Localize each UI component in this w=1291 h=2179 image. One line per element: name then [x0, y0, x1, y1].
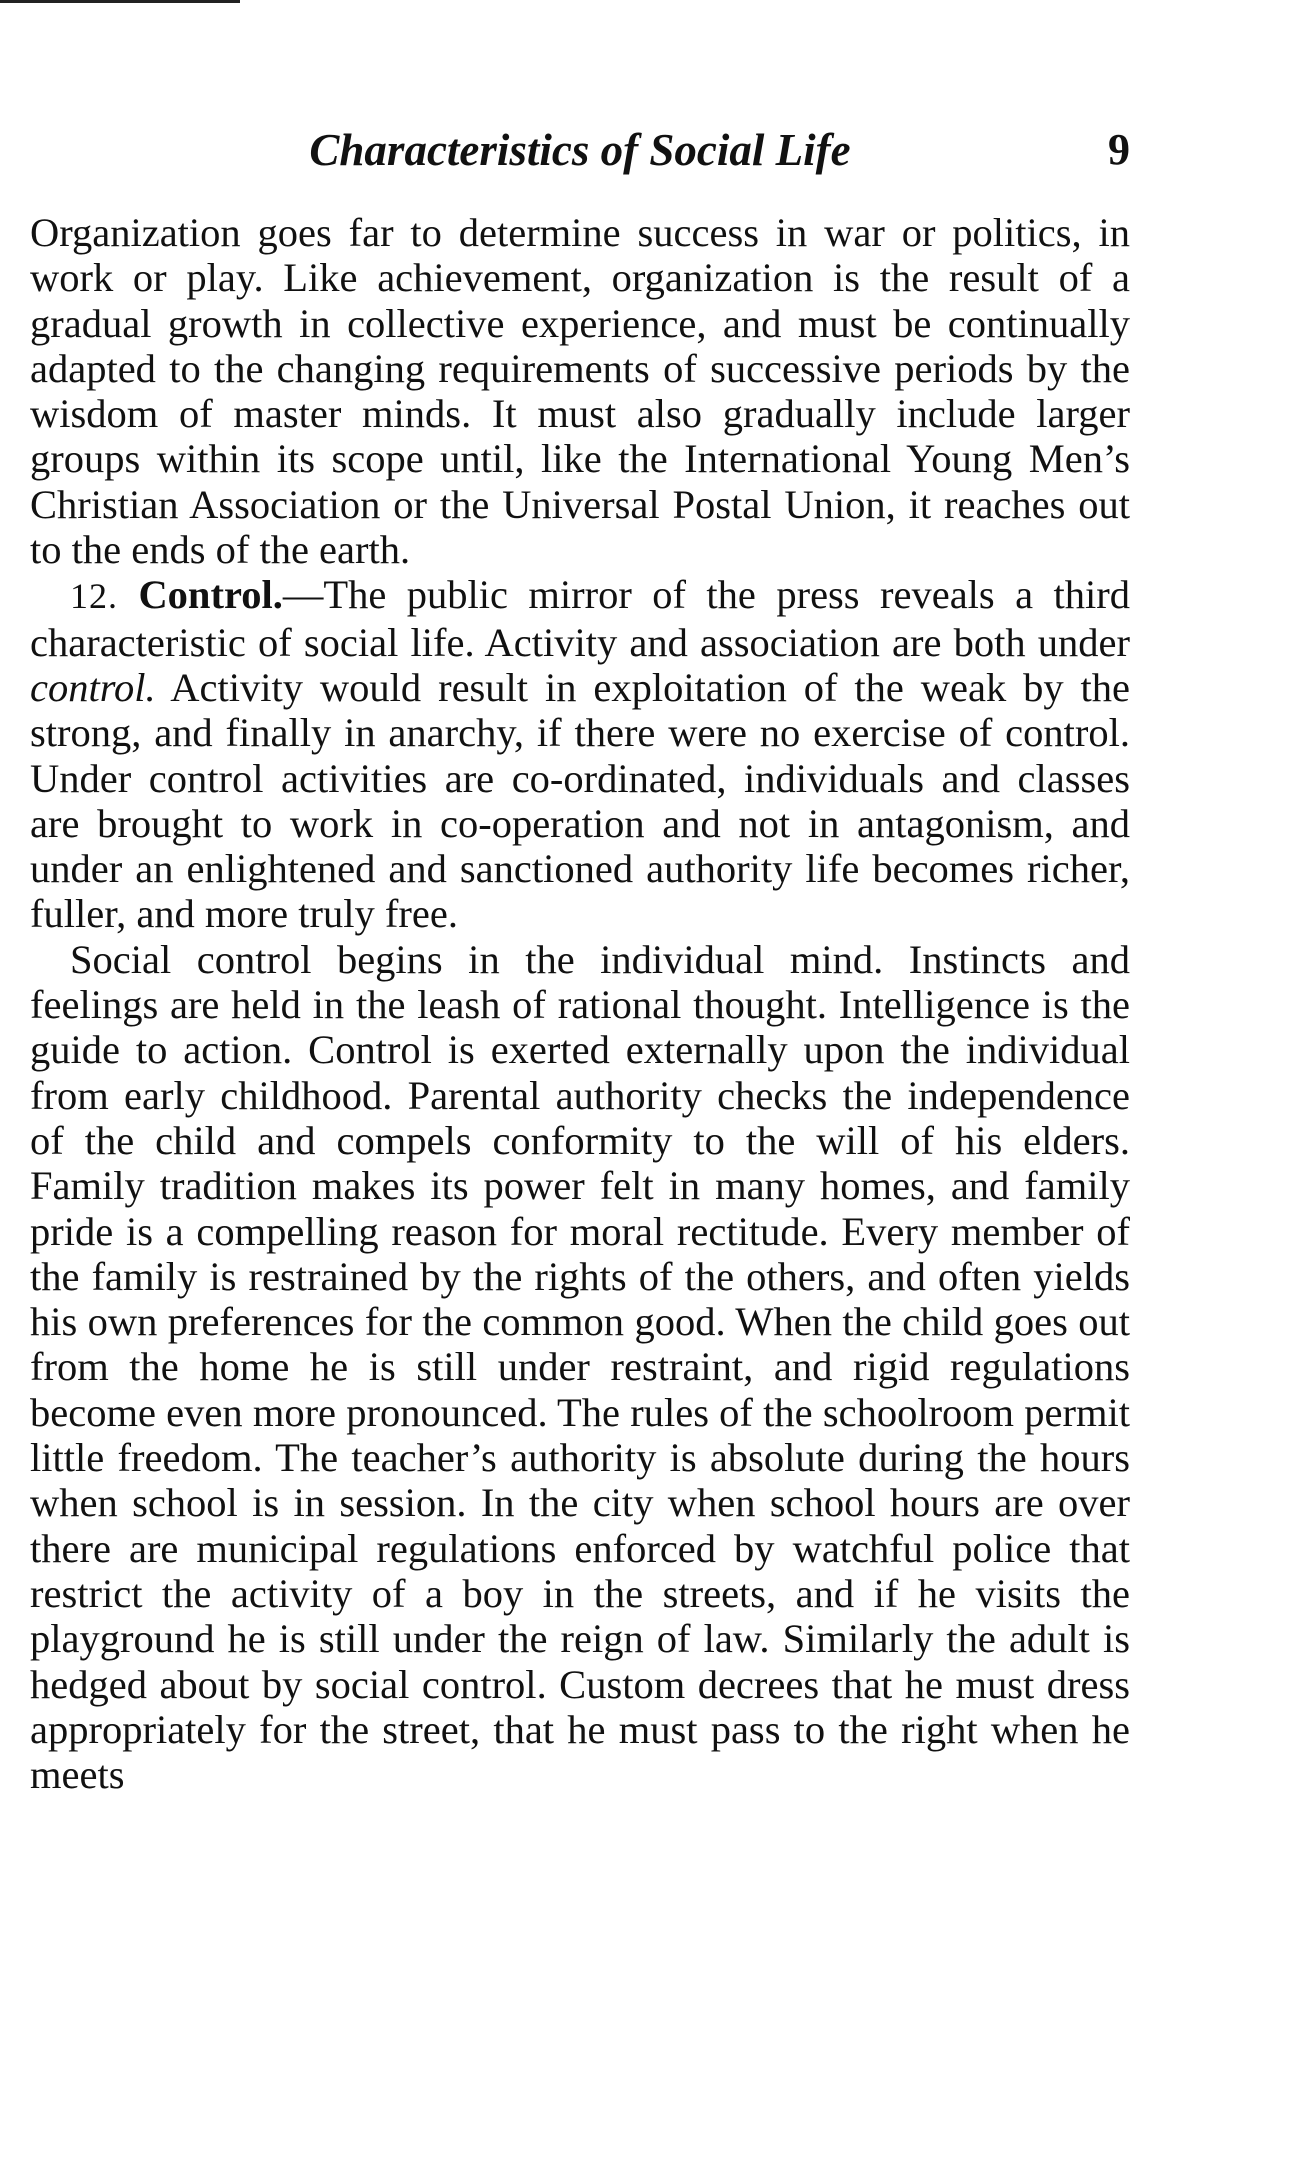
book-page — [30, 0, 1130, 2179]
paragraph-control — [30, 572, 1130, 936]
paragraph-control-text-b: Activity would result in exploitation of the weak by the strong, and finally in anarchy, if there were no exercise of control. Under control activities are co-ordinated, individuals and classes are brought to work in co-operation and not in antagonism, and under an enlightened and sanctioned authority life becomes richer, fuller, and more truly free. — [30, 664, 1130, 937]
page-header — [30, 125, 1130, 185]
paragraph-social-control: Social control begins in the individual mind. Instincts and feelings are held in the leash of rational thought. Intelligence is the guide to action. Control is exerted externally upon the individual from early childhood. Parental authority checks the independence of the child and compels conformity to the will of his elders. Family tradition makes its power felt in many homes, and family pride is a compelling reason for moral rectitude. Every member of the family is restrained by the rights of the others, and often yields his own preferences for the common good. When the child goes out from the home he is still under restraint, and rigid regulations become even more pronounced. The rules of the schoolroom permit little freedom. The teacher’s authority is absolute during the hours when school is in session. In the city when school hours are over there are municipal regulations enforced by watchful police that restrict the activity of a boy in the streets, and if he visits the playground he is still under the reign of law. Similarly the adult is hedged about by social control. Custom decrees that he must dress appropriately for the street, that he must pass to the right when he meets — [30, 936, 1130, 1798]
running-title: Characteristics of Social Life — [309, 125, 851, 175]
paragraph-control-emphasis: control. — [30, 664, 156, 710]
section-title: Control. — [138, 572, 283, 618]
page-number: 9 — [1108, 125, 1130, 174]
section-number: 12. — [70, 576, 118, 617]
body-text — [30, 210, 1130, 1797]
paragraph-control-text-a: —The public mirror of the press reveals a third characteristic of social life. Activity and association are both under — [30, 572, 1130, 665]
paragraph-organization: Organization goes far to determine success in war or politics, in work or play. Like achievement, organization is the result of a gradual growth in collective experience, and must be continually adapted to the changing requirements of successive periods by the wisdom of master minds. It must also gradually include larger groups within its scope until, like the International Young Men’s Christian Association or the Universal Postal Union, it reaches out to the ends of the earth. — [30, 210, 1130, 573]
